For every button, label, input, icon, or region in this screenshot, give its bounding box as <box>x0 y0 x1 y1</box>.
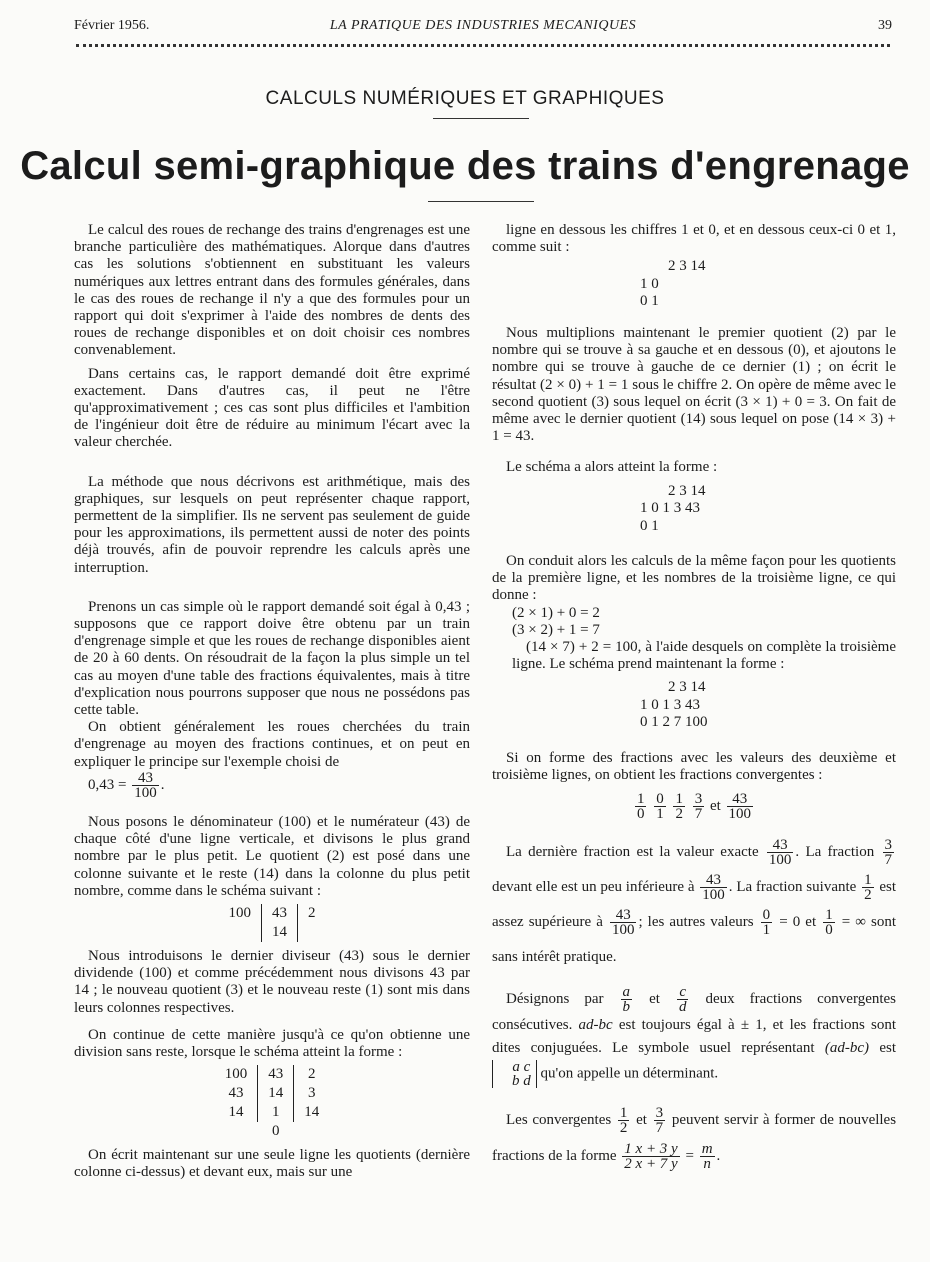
fraction <box>700 873 727 902</box>
numerator: 1 x + 3 y <box>624 1141 678 1158</box>
paragraph: On écrit maintenant sur une seule ligne les quotients (dernière colonne ci-dessus) et devant eux, mais sur une <box>74 1147 470 1181</box>
text: qu'on appelle un déterminant. <box>540 1065 719 1082</box>
scheme-row: 1 0 <box>640 275 659 292</box>
fraction <box>622 1142 679 1171</box>
numerator: 1 <box>636 791 645 808</box>
denominator: 100 <box>611 922 635 939</box>
journal-title: LA PRATIQUE DES INDUSTRIES MECANIQUES <box>329 18 637 33</box>
cell: 14 <box>258 1084 294 1103</box>
text: est toujours égal à ± 1, et les fractions sont dites conjuguées. Le symbole usuel représentant <box>492 1017 896 1057</box>
paragraph: On obtient généralement les roues cherchées du train d'engrenage au moyen des fractions continues, et on peut en expliquer le principe sur l'exemple choisi de <box>74 719 470 770</box>
numerator: 1 <box>864 872 872 889</box>
text: deux fractions convergentes consécutives. <box>492 991 897 1034</box>
text: Désignons par <box>506 991 604 1008</box>
division-scheme-2 <box>215 1065 330 1141</box>
numerator: 1 <box>619 1105 628 1122</box>
numerator: 3 <box>694 791 703 808</box>
cell: 2 <box>308 904 316 921</box>
scheme-row: 1 0 1 3 43 <box>640 696 700 713</box>
cell: 14 <box>262 923 298 942</box>
cell <box>215 1122 258 1141</box>
text: est assez supérieure à <box>492 879 897 931</box>
fraction <box>700 1142 715 1171</box>
numerator: 43 <box>700 873 727 888</box>
numerator: 43 <box>767 838 794 853</box>
denominator: 1 <box>656 806 664 823</box>
denominator: 100 <box>134 784 157 801</box>
denominator: 2 <box>864 887 872 904</box>
fraction <box>823 908 835 937</box>
denominator: 2 x + 7 y <box>624 1156 678 1173</box>
cell: 100 <box>219 904 262 923</box>
scheme-2 <box>640 483 896 536</box>
text: et <box>649 991 660 1008</box>
paragraph <box>492 985 896 1088</box>
text: devant elle est un peu inférieure à <box>492 879 695 896</box>
paragraph: Dans certains cas, le rapport demandé doit être exprimé exactement. Dans d'autres cas, il peut ne l'être qu'approximativement ; ces cas sont plus difficiles et l'ambition de l'ingénieur doit être de réduire au minimum l'écart avec la valeur cherchée. <box>74 365 470 451</box>
numerator: a <box>622 984 631 1001</box>
denominator: 7 <box>884 852 892 869</box>
fraction <box>618 1106 630 1135</box>
scheme-row: 0 1 <box>640 293 659 310</box>
denominator: d <box>678 999 687 1016</box>
cell: 0 <box>272 1123 280 1140</box>
article-title: Calcul semi-graphique des trains d'engrenage <box>20 144 910 188</box>
issue-date: Février 1956. <box>74 18 150 33</box>
fraction <box>621 985 633 1014</box>
fraction <box>654 792 666 821</box>
paragraph: Nous introduisons le dernier diviseur (43) sous le dernier dividende (100) et comme précédemment nous divisons 43 par 14 ; le nouveau quotient (3) et le nouveau reste (1) sont mis dans leurs colonnes respectives. <box>74 947 470 1016</box>
equation-list <box>492 605 896 639</box>
fraction <box>654 1106 666 1135</box>
conjunction: et <box>709 798 721 815</box>
paragraph: Le schéma a alors atteint la forme : <box>506 459 718 476</box>
fraction <box>635 792 647 821</box>
cell: 1 <box>258 1103 294 1122</box>
scheme-1 <box>640 258 896 311</box>
numerator: 43 <box>610 908 637 923</box>
convergent-fractions <box>492 792 896 821</box>
equation: (3 × 2) + 1 = 7 <box>512 621 600 638</box>
cell: 14 <box>215 1103 258 1122</box>
text: ; les autres valeurs <box>638 914 754 931</box>
division-scheme-1 <box>219 904 326 942</box>
cell <box>298 923 326 942</box>
paragraph: Nous multiplions maintenant le premier quotient (2) par le nombre qui se trouve à sa gauche et en dessous (0), et ajoutons le nombre qui se trouve à gauche de ce dernier (1) ; on écrit le résultat (2 × 0) + 1 = 1 sous le chiffre 2. On opère de même avec le second quotient (3) sous lequel on écrit (3 × 1) + 0 = 3. On fait de même avec le dernier quotient (14) sous lequel on pose (14 × 3) + 1 = 43. <box>492 324 896 445</box>
text: . La fraction suivante <box>728 879 857 896</box>
text: = <box>685 1148 694 1165</box>
cell: 100 <box>215 1065 258 1084</box>
section-heading: CALCULS NUMÉRIQUES ET GRAPHIQUES <box>265 88 665 109</box>
denominator: 100 <box>702 887 725 904</box>
fraction <box>727 792 754 821</box>
text: = 0 et <box>779 914 817 931</box>
denominator: 2 <box>619 1120 628 1137</box>
paragraph: Si on forme des fractions avec les valeurs des deuxième et troisième lignes, on obtient les fractions convergentes : <box>492 749 896 784</box>
cell: 14 <box>304 1104 320 1121</box>
fraction <box>673 792 685 821</box>
numerator: c <box>677 985 689 1000</box>
cell <box>219 923 262 942</box>
numerator: 43 <box>727 792 754 807</box>
paragraph: La méthode que nous décrivons est arithmétique, mais des graphiques, sur lesquels on peut représenter chaque rapport, permettent de la simplifier. Ils ne servent pas seulement de guide pour les approximations, ils permettent aussi de noter des points déjà trouvés, afin de pouvoir reprendre les calculs après une interruption. <box>74 473 470 576</box>
scheme-row: 0 1 <box>640 517 659 534</box>
text: . La fraction <box>795 844 875 861</box>
cell: 43 <box>258 1065 294 1084</box>
fraction <box>761 908 773 937</box>
det-row: b d <box>512 1073 531 1090</box>
fraction <box>767 838 794 867</box>
numerator: 3 <box>655 1105 664 1122</box>
equation: (14 × 7) + 2 = 100, à l'aide desquels on complète la troisième ligne. Le schéma prend maintenant la forme : <box>512 639 896 673</box>
page-number: 39 <box>878 18 892 33</box>
fraction <box>693 792 705 821</box>
cell: 43 <box>215 1084 258 1103</box>
denominator: 2 <box>675 806 683 823</box>
denominator: 0 <box>636 806 645 823</box>
text: La dernière fraction est la valeur exacte <box>506 844 759 861</box>
paragraph: On conduit alors les calculs de la même façon pour les quotients de la première ligne, et les nombres de la troisième ligne, ce qui donne : <box>492 553 896 604</box>
numerator: m <box>701 1141 713 1158</box>
text: ad-bc <box>578 1017 613 1034</box>
paragraph: ligne en dessous les chiffres 1 et 0, et en dessous ceux-ci 0 et 1, comme suit : <box>492 222 896 256</box>
scheme-row: 2 3 14 <box>668 258 706 275</box>
heading-rule <box>433 118 529 119</box>
fraction <box>862 873 874 902</box>
cell: 2 <box>308 1066 316 1083</box>
det-row: a c <box>512 1059 531 1076</box>
text: est <box>879 1040 897 1057</box>
text: = ∞ sont sans intérêt pratique. <box>492 914 897 966</box>
text: peuvent servir à former de nouvelles fractions de la forme <box>492 1112 897 1165</box>
running-header <box>74 18 892 40</box>
equation: (2 × 1) + 0 = 2 <box>512 604 600 621</box>
denominator: 7 <box>655 1120 664 1137</box>
scheme-row: 2 3 14 <box>668 482 706 499</box>
denominator: b <box>622 999 631 1016</box>
text: et <box>636 1112 647 1129</box>
denominator: 1 <box>762 922 771 939</box>
scheme-row: 0 1 2 7 100 <box>640 714 708 731</box>
cell <box>294 1122 330 1141</box>
fraction <box>677 985 689 1014</box>
fraction <box>610 908 637 937</box>
text: Les convergentes <box>506 1112 612 1129</box>
paragraph: On continue de cette manière jusqu'à ce qu'on obtienne une division sans reste, lorsque le schéma atteint la forme : <box>74 1026 470 1060</box>
paragraph: Prenons un cas simple où le rapport demandé soit égal à 0,43 ; supposons que ce rapport doive être obtenu par un train d'engrenage simple et que les roues de rechange disponibles aient de 20 à 60 dents. On résoudrait de la façon la plus simple un tel cas au moyen d'une table des fractions équivalentes, mais à titre d'explication nous pourrons supposer que nous ne possédons pas cette table. <box>74 598 470 719</box>
paragraph: Les convergentes $\frac{1}{2}$ et $\frac{3}{7}$ peuvent servir à former de nouvelles fractions de la forme $\frac{1 x + 3 y}{2 x + 7 y}$ = $\frac{m}{n}$ . <box>492 1105 897 1173</box>
numerator: 43 <box>132 771 159 786</box>
numerator: 1 <box>825 907 833 924</box>
denominator: 0 <box>825 922 833 939</box>
denominator: n <box>703 1156 711 1173</box>
numerator: 0 <box>656 791 664 808</box>
denominator: 7 <box>694 806 703 823</box>
right-column <box>492 222 896 1174</box>
cell: 43 <box>262 904 298 923</box>
left-column <box>74 222 470 1182</box>
equation-043: 0,43 = $\frac{43}{100}$ . <box>88 769 165 801</box>
denominator: 100 <box>768 852 792 869</box>
paragraph: Le calcul des roues de rechange des trains d'engrenages est une branche particulière des mathématiques. Alorque dans d'autres cas les solutions s'obtiennent en substituant les valeurs numériques aux lettres entrant dans des formules générales, dans le cas des roues de rechange il n'y a que des formules pour un rapport qui doit s'exprimer à l'aide des nombres de dents des roues de rechange disponibles et on doit choisir ces nombres convenablement. <box>74 222 470 359</box>
text: (ad-bc) <box>824 1040 870 1057</box>
determinant <box>492 1060 537 1088</box>
cell: 3 <box>308 1085 316 1102</box>
denominator: 100 <box>728 806 752 823</box>
scheme-row: 2 3 14 <box>668 679 706 696</box>
paragraph <box>492 835 896 975</box>
numerator: 0 <box>762 907 771 924</box>
equation-lhs: 0,43 = <box>88 776 127 793</box>
paragraph: Nous posons le dénominateur (100) et le numérateur (43) de chaque côté d'une ligne verticale, et divisons le plus grand nombre par le plus petit. Le quotient (2) est posé dans une colonne suivante et le reste (14) dans la colonne du plus petit nombre, comme dans le schéma suivant : <box>74 813 470 899</box>
dotted-rule <box>76 44 890 47</box>
scheme-3 <box>640 679 896 732</box>
fraction <box>132 771 159 800</box>
scheme-row: 1 0 1 3 43 <box>640 500 700 517</box>
title-rule <box>428 201 534 202</box>
fraction <box>883 838 895 867</box>
numerator: 1 <box>675 791 683 808</box>
numerator: 3 <box>884 837 892 854</box>
